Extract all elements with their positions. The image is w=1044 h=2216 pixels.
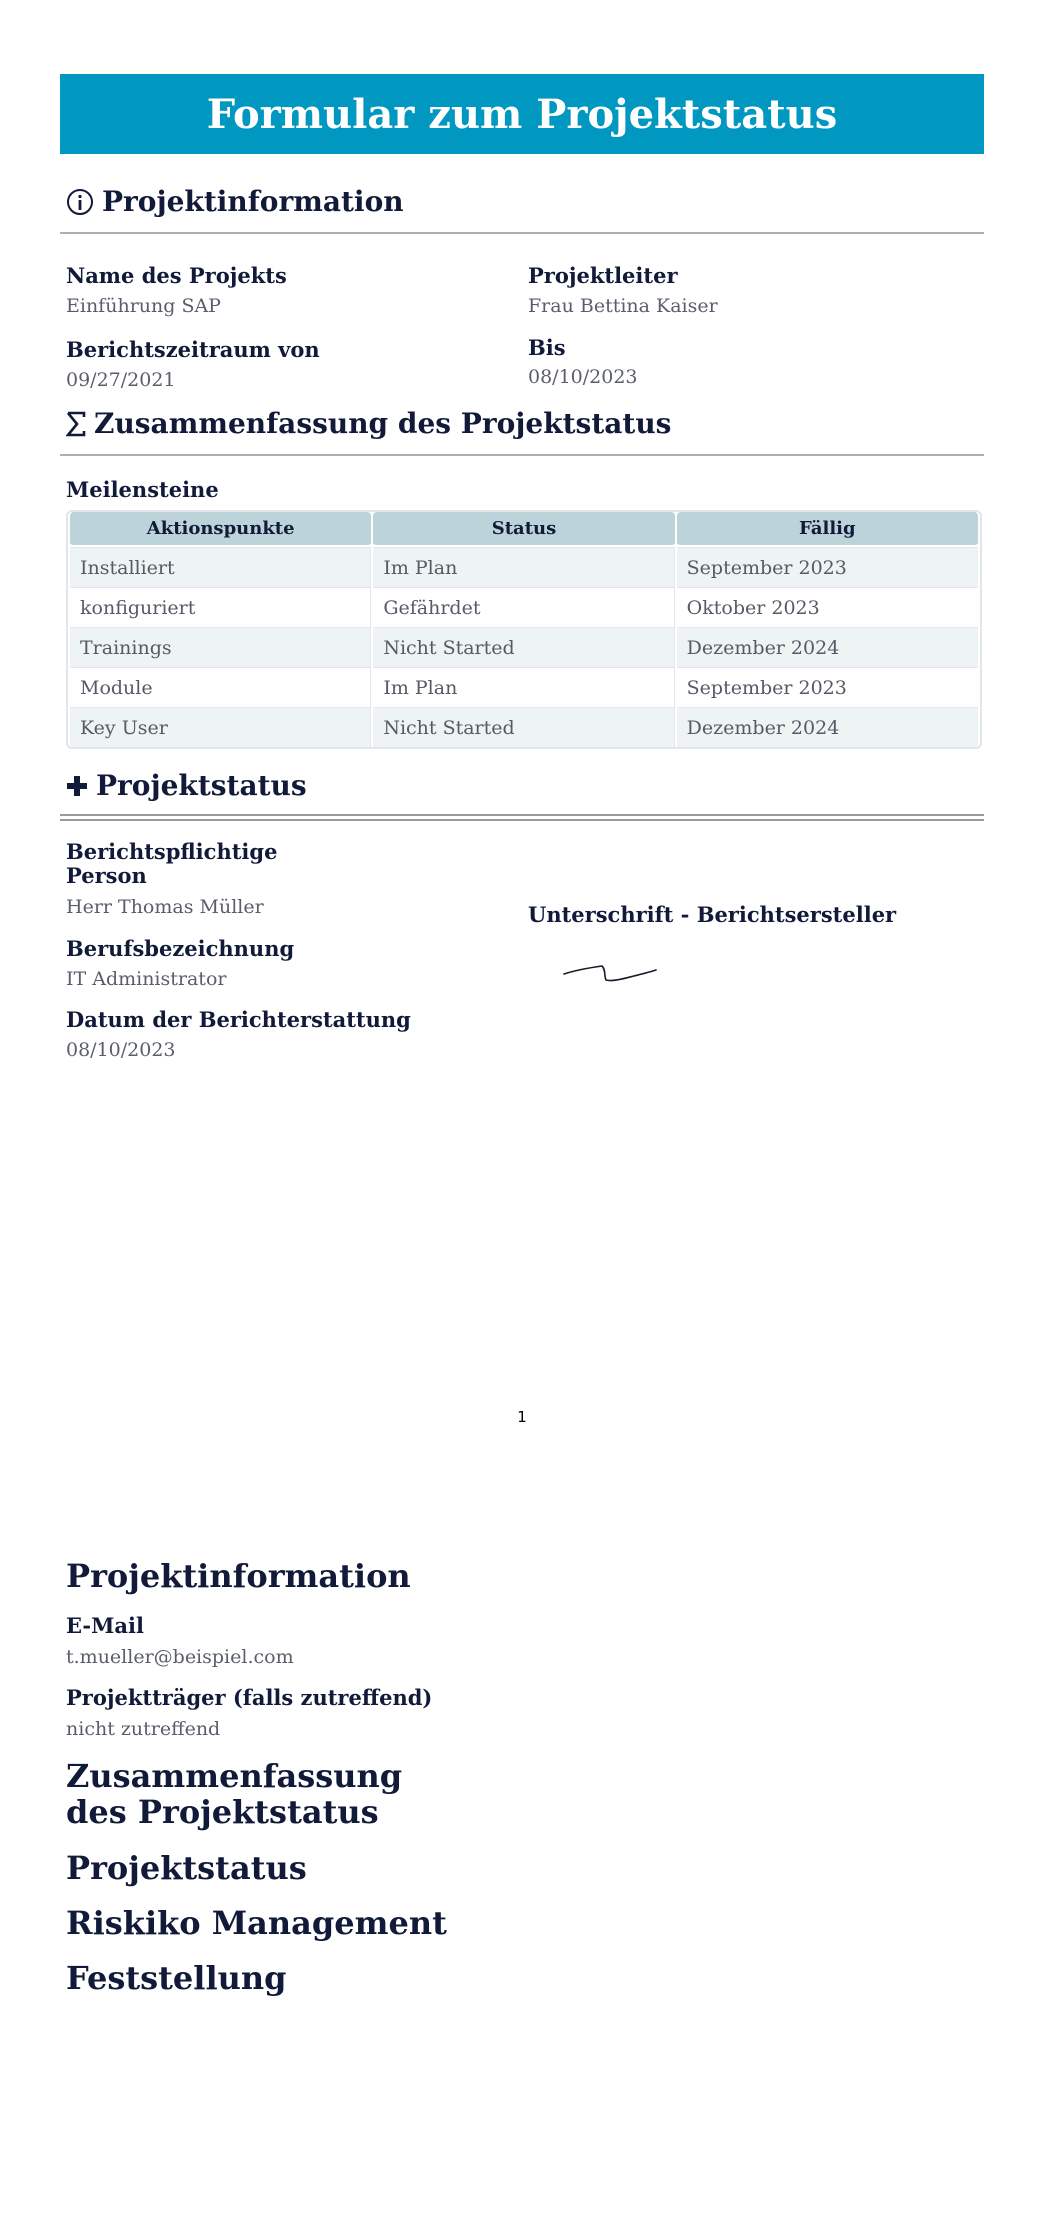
email-value: t.mueller@beispiel.com xyxy=(66,1646,294,1668)
section-divider-double xyxy=(60,814,984,821)
table-cell: September 2023 xyxy=(677,667,978,707)
section-heading-projektinformation xyxy=(66,185,404,218)
milestones-table xyxy=(66,510,982,749)
section-divider xyxy=(60,454,984,456)
table-cell: Gefährdet xyxy=(373,587,674,627)
page2-heading-projektstatus: Projektstatus xyxy=(66,1849,307,1887)
page2-heading-zusammenfassung: Zusammenfassung des Projektstatus xyxy=(66,1757,403,1831)
period-to-value: 08/10/2023 xyxy=(528,366,638,388)
project-name-label: Name des Projekts xyxy=(66,263,287,288)
report-date-value: 08/10/2023 xyxy=(66,1039,176,1061)
sponsor-value: nicht zutreffend xyxy=(66,1718,221,1740)
section-heading-zusammenfassung xyxy=(66,407,671,440)
reporter-value: Herr Thomas Müller xyxy=(66,896,264,918)
period-from-value: 09/27/2021 xyxy=(66,369,176,391)
table-cell: Key User xyxy=(70,707,371,747)
table-cell: September 2023 xyxy=(677,547,978,587)
signature-image xyxy=(562,952,672,992)
reporter-label: Berichtspflichtige Person xyxy=(66,839,278,888)
table-cell: konfiguriert xyxy=(70,587,371,627)
plus-icon xyxy=(66,775,88,797)
table-cell: Oktober 2023 xyxy=(677,587,978,627)
table-cell: Im Plan xyxy=(373,667,674,707)
table-cell: Nicht Started xyxy=(373,707,674,747)
table-row xyxy=(70,627,978,667)
project-lead-label: Projektleiter xyxy=(528,263,678,288)
sponsor-label: Projektträger (falls zutreffend) xyxy=(66,1685,433,1710)
section-heading-text: Projektinformation xyxy=(102,185,404,218)
page-number: 1 xyxy=(517,1408,527,1426)
table-cell: Installiert xyxy=(70,547,371,587)
table-row xyxy=(70,667,978,707)
sigma-icon xyxy=(66,410,86,438)
signature-label: Unterschrift - Berichtsersteller xyxy=(528,902,897,927)
job-title-value: IT Administrator xyxy=(66,968,227,990)
page2-heading-feststellung: Feststellung xyxy=(66,1959,287,1997)
section-heading-projektstatus xyxy=(66,769,307,802)
section-heading-text: Projektstatus xyxy=(96,769,307,802)
table-cell: Nicht Started xyxy=(373,627,674,667)
table-row xyxy=(70,707,978,747)
table-header: Aktionspunkte xyxy=(70,512,371,547)
page2-heading-projektinformation: Projektinformation xyxy=(66,1557,411,1595)
report-date-label: Datum der Berichterstattung xyxy=(66,1007,411,1032)
project-lead-value: Frau Bettina Kaiser xyxy=(528,295,718,317)
milestones-label: Meilensteine xyxy=(66,477,219,502)
email-label: E-Mail xyxy=(66,1613,144,1638)
table-cell: Dezember 2024 xyxy=(677,707,978,747)
form-title: Formular zum Projektstatus xyxy=(206,90,838,138)
table-cell: Trainings xyxy=(70,627,371,667)
period-to-label: Bis xyxy=(528,335,566,360)
form-title-banner xyxy=(60,74,984,154)
table-cell: Dezember 2024 xyxy=(677,627,978,667)
section-heading-text: Zusammenfassung des Projektstatus xyxy=(94,407,672,440)
table-row xyxy=(70,547,978,587)
project-name-value: Einführung SAP xyxy=(66,295,221,317)
info-circle-icon xyxy=(66,188,94,216)
period-from-label: Berichtszeitraum von xyxy=(66,337,320,362)
table-header: Status xyxy=(373,512,674,547)
table-cell: Im Plan xyxy=(373,547,674,587)
page2-heading-risiko: Riskiko Management xyxy=(66,1904,447,1942)
job-title-label: Berufsbezeichnung xyxy=(66,936,295,961)
table-row xyxy=(70,587,978,627)
table-cell: Module xyxy=(70,667,371,707)
table-header: Fällig xyxy=(677,512,978,547)
section-divider xyxy=(60,232,984,234)
